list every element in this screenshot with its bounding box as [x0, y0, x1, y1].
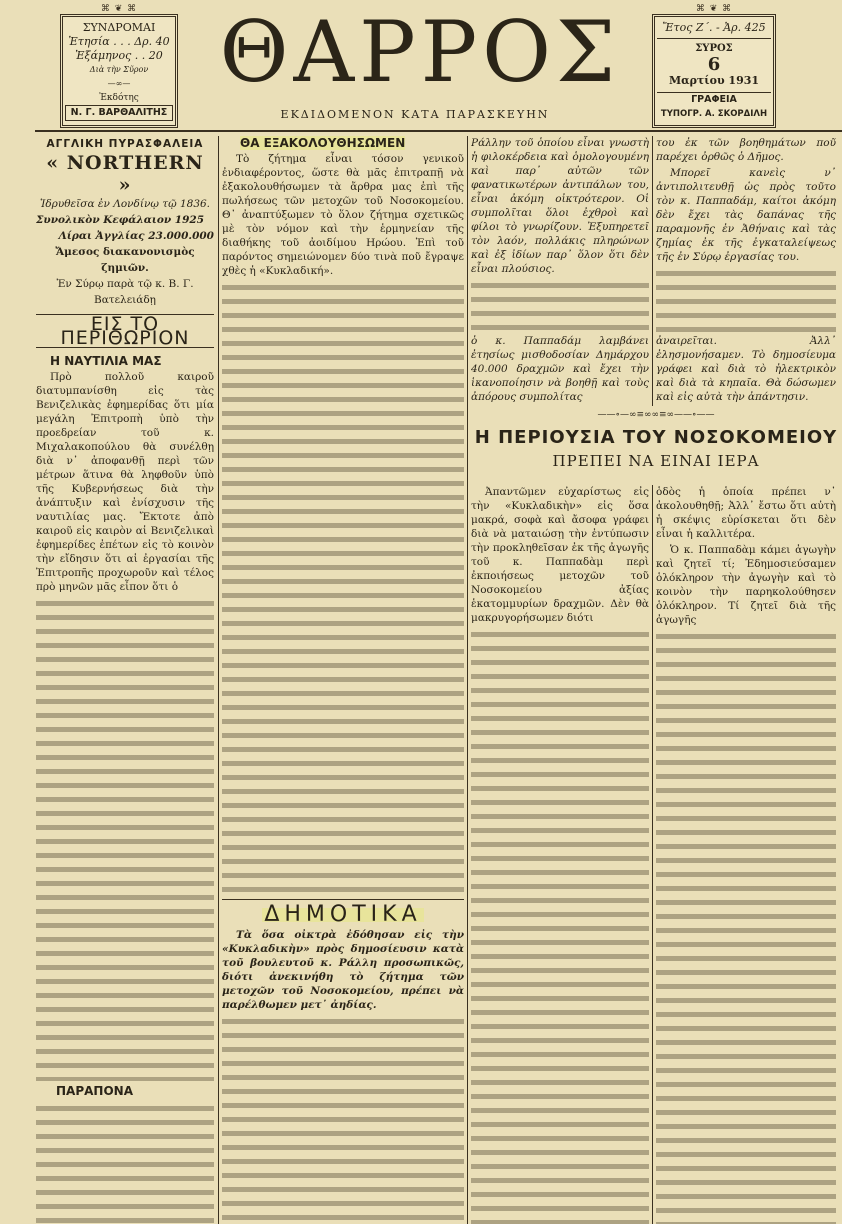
- article-body: Ράλλην τοῦ ὁποίου εἶναι γνωστὴ ἡ φιλοκέρδεια καὶ ὁμολογουμένη καὶ παρ᾽ αὐτῶν τῶν φανατικωτέρων ἀντιπάλων του, εἶναι ἀκόμη οἰκτρότερον. Οἱ συμπολῖται ὅλοι ἐχθροὶ καὶ φίλοι τὸ γνωρίζουν. Ἐξυπηρετεῖ τὸν λαόν, πολλάκις πληρώνων καὶ ἐξ ἰδίων παρ᾽ ὅλον ὅτι δὲν εἶναι πλούσιος.: [471, 137, 649, 275]
- illegible-text: [656, 266, 836, 334]
- feature-body-left: Ἀπαντῶμεν εὐχαρίστως εἰς τὴν «Κυκλαδικὴν» εἰς ὅσα μακρά, σοφὰ καὶ ἄσοφα γράφει διὰ νὰ ματαιώσῃ τὴν ἐντύπωσιν τὴν προκληθεῖσαν ἐκ τῆς ἀγωγῆς τοῦ κ. Παππαδὰμ περὶ ἐκποιήσεως μετοχῶν τοῦ Νοσοκομείου ἀξίας ἑκατομμυρίων δραχμῶν. Δὲν θὰ μακρυγορήσωμεν διότι: [471, 486, 649, 624]
- column-rule: [467, 136, 468, 1224]
- article-body: του ἐκ τῶν βοηθημάτων ποῦ παρέχει ὀρθῶς ὁ Δῆμος.: [656, 137, 836, 163]
- newspaper-title: ΘΑΡΡΟΣ: [219, 3, 621, 101]
- insurance-advert: [36, 136, 214, 308]
- article-body: Πρὸ πολλοῦ καιροῦ διατυμπανίσθη εἰς τὰς Βενιζελικὰς ἐφημερίδας ὅτι μία μεγάλη Ἐπιτροπὴ ὑπὸ τὴν προεδρείαν τοῦ κ. Μιχαλακοπούλου θὰ συνέλθῃ διὰ ν᾽ ἀποφανθῇ περὶ τῶν μέτρων ἅτινα θὰ ληφθοῦν ὑπὸ τῆς Κυβερνήσεως διὰ τὴν ἀνάπτυξιν καὶ ἐνίσχυσιν τῆς ναυτιλίας μας. Ἔκτοτε ἀπὸ καιροῦ εἰς καιρὸν αἱ Βενιζελικαὶ ἐφημερίδες ἐπέτων εἰς τὸ κοινὸν τὴν εἴδησιν ὅτι αἱ ἐργασίαι τῆς Ἐπιτροπῆς προχωροῦν καὶ τέλος πρὸ μηνῶν μᾶς εἶπον ὅτι ὁ: [36, 371, 214, 593]
- article-body-end: ὁ κ. Παππαδάμ λαμβάνει ἐτησίως μισθοδοσίαν Δημάρχου 40.000 δραχμῶν καὶ ἔχει τὴν ἱκανοποίησιν νὰ βοηθῇ καὶ τοὺς ἀπόρους συμπολίτας: [471, 335, 649, 403]
- article-headline-2: ΔΗΜΟΤΙΚΑ: [262, 908, 424, 922]
- issue-box: ⌘ ❦ ⌘ Ἔτος Ζ΄. - Ἀρ. 425 ΣΥΡΟΣ 6 Μαρτίου 1931 ΓΡΑΦΕΙΑ ΤΥΠΟΓΡ. Α. ΣΚΟΡΔΙΛΗ: [652, 4, 776, 128]
- advert-claims: Ἄμεσος διακανονισμὸς ζημιῶν.: [55, 246, 195, 274]
- column-3-bottom: [471, 485, 649, 1224]
- column-3-top: [471, 136, 649, 406]
- feature-body-right-2: Ὁ κ. Παππαδὰμ κάμει ἀγωγὴν καὶ ζητεῖ τί; Ἐδημοσιεύσαμεν ὁλόκληρον τὴν ἀγωγὴν καὶ τὸ κοινὸν τὴν παρηκολούθησεν ὁλόκληρον. Τί ζητεῖ διὰ τῆς ἀγωγῆς: [656, 544, 836, 626]
- issue-number: Ἔτος Ζ΄. - Ἀρ. 425: [657, 21, 771, 39]
- advert-company-name: « NORTHERN »: [46, 152, 204, 196]
- advert-line1: ΑΓΓΛΙΚΗ ΠΥΡΑΣΦΑΛΕΙΑ: [46, 138, 204, 150]
- annual-price: Ἐτησία . . . Δρ. 40: [68, 35, 170, 48]
- article-headline: ΘΑ ΕΞΑΚΟΛΟΥΘΗΣΩΜΕΝ: [240, 136, 406, 150]
- article-headline-2: ΠΑΡΑΠΟΝΑ: [56, 1084, 133, 1098]
- column-rule: [652, 136, 653, 406]
- feature-subheadline: ΠΡΕΠΕΙ ΝΑ ΕΙΝΑΙ ΙΕΡΑ: [552, 452, 760, 470]
- issue-month-year: Μαρτίου 1931: [668, 74, 760, 87]
- column-4-bottom: [656, 485, 836, 1224]
- advert-capital-label: Συνολικὸν Κεφάλαιον 1925: [36, 214, 205, 226]
- newspaper-subtitle: ΕΚΔΙΔΟΜΕΝΟΝ ΚΑΤΑ ΠΑΡΑΣΚΕΥΗΝ: [280, 108, 550, 121]
- subscriptions-box: ⌘ ❦ ⌘ ΣΥΝΔΡΟΜΑΙ Ἐτησία . . . Δρ. 40 Ἑξάμηνος . . 20 Διὰ τὴν Σῦρον —∞— Ἐκδότης Ν. Γ. ΒΑΡΘΑΛΙΤΗΣ: [60, 4, 178, 128]
- ornament-divider: ——∘—∞≡∞∞≡∞——∘——: [597, 410, 715, 420]
- illegible-text: [222, 280, 464, 895]
- masthead-rule: [35, 130, 842, 132]
- publisher-label: Ἐκδότης: [99, 93, 139, 103]
- illegible-text: [222, 1014, 464, 1224]
- advert-agent: Ἐν Σύρῳ παρὰ τῷ κ. Β. Γ. Βατελειάδῃ: [56, 278, 194, 306]
- article-headline: Η ΝΑΥΤΙΛΙΑ ΜΑΣ: [50, 354, 162, 368]
- publisher-name: Ν. Γ. ΒΑΡΘΑΛΙΤΗΣ: [65, 105, 173, 121]
- column-rule: [652, 485, 653, 1224]
- article-body-2: Μπορεῖ κανεὶς ν᾽ ἀντιπολιτευθῇ ὡς πρὸς τοῦτο τὸν κ. Παππαδάμ, καίτοι ἀκόμη δὲν ἔχει τὰς δαπάνας τῆς παραμονῆς ἐν Ἀθήναις καὶ τὰς ζημίας ἐκ τῆς ἐγκαταλείψεως τῆς ἐν Σύρῳ ἐργασίας του.: [656, 167, 836, 263]
- divider: —∞—: [107, 79, 131, 88]
- column-rule: [218, 136, 219, 1224]
- column-2: [222, 136, 464, 1224]
- issue-day: 6: [707, 54, 721, 75]
- issue-city: ΣΥΡΟΣ: [695, 43, 733, 54]
- feature-body-right-1: ὁδὸς ἡ ὁποία πρέπει ν᾽ ἀκολουθηθῇ; Ἀλλ᾽ ἔστω ὅτι αὐτὴ ἡ σκέψις εὑρίσκεται ὅτι δὲν εἶναι ἡ καλλιτέρα.: [656, 486, 836, 540]
- article-body: Τὸ ζήτημα εἶναι τόσον γενικοῦ ἐνδιαφέροντος, ὥστε θὰ μᾶς ἐπιτραπῇ νὰ ἐξακολουθήσωμεν τὰ ἄρθρα μας ἐπὶ τῆς πωλήσεως τῶν μετοχῶν τοῦ Νοσοκομείου. Θ᾽ ἀναπτύξωμεν τὸ ὅλον ζήτημα σχετικῶς μὲ τὸν νόμον καὶ τὴν ἑρμηνείαν τῆς διαθήκης τοῦ ἀοιδίμου Ηρώου. Ἐπὶ τοῦ παρόντος σημειώνομεν δύο τινὰ ποῦ ἔγραψε χθὲς ἡ «Κυκλαδική».: [222, 153, 464, 277]
- subscriptions-heading: ΣΥΝΔΡΟΜΑΙ: [82, 21, 156, 34]
- illegible-text: [471, 627, 649, 1224]
- feature-headline: Η ΠΕΡΙΟΥΣΙΑ ΤΟΥ ΝΟΣΟΚΟΜΕΙΟΥ: [474, 427, 838, 448]
- semiannual-price: Ἑξάμηνος . . 20: [75, 49, 163, 62]
- illegible-text: [656, 629, 836, 1224]
- column-4-top: [656, 136, 836, 406]
- subscription-note: Διὰ τὴν Σῦρον: [89, 65, 149, 74]
- column-1: [36, 136, 214, 1224]
- illegible-text: [36, 1101, 214, 1224]
- illegible-text: [36, 596, 214, 1081]
- section-heading: ΕΙΣ ΤΟ ΠΕΡΙΘΩΡΙΟΝ: [36, 314, 214, 348]
- offices-printer: ΤΥΠΟΓΡ. Α. ΣΚΟΡΔΙΛΗ: [660, 109, 768, 119]
- article-body-2: Τὰ ὅσα οἰκτρὰ ἐδόθησαν εἰς τὴν «Κυκλαδικὴν» πρὸς δημοσίευσιν κατὰ τοῦ βουλευτοῦ κ. Ράλλη προσωπικῶς, διότι ἀνεκινήθη τὸ ζήτημα τῶν μετοχῶν τοῦ Νοσοκομείου, πρέπει νὰ παρέλθωμεν μετ᾽ ἀηδίας.: [222, 929, 464, 1011]
- illegible-text: [471, 278, 649, 334]
- advert-capital: Λίραι Ἀγγλίας 23.000.000: [58, 230, 214, 242]
- article-body-end: ἀναιρεῖται. Ἀλλ᾽ ἐλησμονήσαμεν. Τὸ δημοσίευμα γράφει καὶ διὰ τὸ ἠλεκτρικὸν καὶ διὰ τὰ κηπαῖα. Θὰ δώσωμεν καὶ εἰς αὐτὰ τὴν ἀπάντησιν.: [656, 335, 836, 403]
- offices-label: ΓΡΑΦΕΙΑ: [657, 92, 771, 107]
- advert-founded: Ἱδρυθεῖσα ἐν Λονδίνῳ τῷ 1836.: [39, 198, 211, 210]
